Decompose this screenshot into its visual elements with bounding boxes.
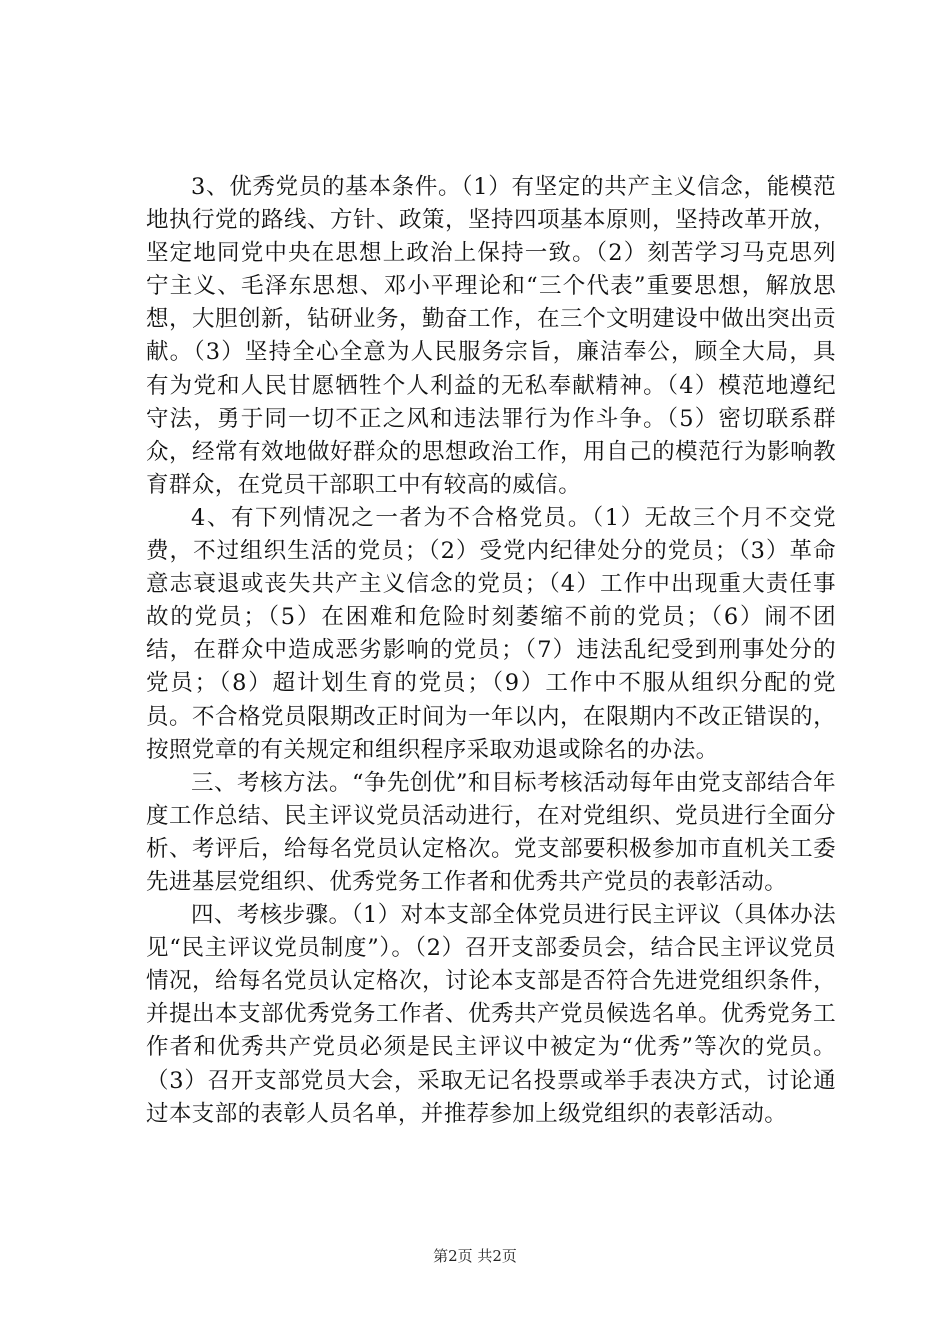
paragraph-excellent-member-criteria: 3、优秀党员的基本条件。（1）有坚定的共产主义信念，能模范地执行党的路线、方针、政策，坚持四项基本原则，坚持改革开放，坚定地同党中央在思想上政治上保持一致。（2）刻苦学习马克思列宁主义、毛泽东思想、邓小平理论和“三个代表”重要思想，解放思想，大胆创新，钻研业务，勤奋工作，在三个文明建设中做出突出贡献。（3）坚持全心全意为人民服务宗旨，廉洁奉公，顾全大局，具有为党和人民甘愿牺牲个人利益的无私奉献精神。（4）模范地遵纪守法，勇于同一切不正之风和违法罪行为作斗争。（5）密切联系群众，经常有效地做好群众的思想政治工作，用自己的模范行为影响教育群众，在党员干部职工中有较高的威信。 — [146, 174, 836, 498]
paragraph-assessment-steps: 四、考核步骤。（1）对本支部全体党员进行民主评议（具体办法见“民主评议党员制度”）。（2）召开支部委员会，结合民主评议党员情况，给每名党员认定格次，讨论本支部是否符合先进党组织条件，并提出本支部优秀党务工作者、优秀共产党员候选名单。优秀党务工作者和优秀共产党员必须是民主评议中被定为“优秀”等次的党员。（3）召开支部党员大会，采取无记名投票或举手表决方式，讨论通过本支部的表彰人员名单，并推荐参加上级党组织的表彰活动。 — [146, 902, 836, 1127]
document-body — [146, 171, 836, 1131]
paragraph-assessment-method: 三、考核方法。“争先创优”和目标考核活动每年由党支部结合年度工作总结、民主评议党员活动进行，在对党组织、党员进行全面分析、考评后，给每名党员认定格次。党支部要积极参加市直机关工委先进基层党组织、优秀党务工作者和优秀共产党员的表彰活动。 — [146, 769, 836, 895]
page-footer: 第2页 共2页 — [433, 1247, 517, 1265]
paragraph-unqualified-member-criteria: 4、有下列情况之一者为不合格党员。（1）无故三个月不交党费，不过组织生活的党员；（2）受党内纪律处分的党员；（3）革命意志衰退或丧失共产主义信念的党员；（4）工作中出现重大责任事故的党员；（5）在困难和危险时刻萎缩不前的党员；（6）闹不团结，在群众中造成恶劣影响的党员；（7）违法乱纪受到刑事处分的党员；（8）超计划生育的党员；（9）工作中不服从组织分配的党员。不合格党员限期改正时间为一年以内，在限期内不改正错误的，按照党章的有关规定和组织程序采取劝退或除名的办法。 — [146, 504, 836, 763]
